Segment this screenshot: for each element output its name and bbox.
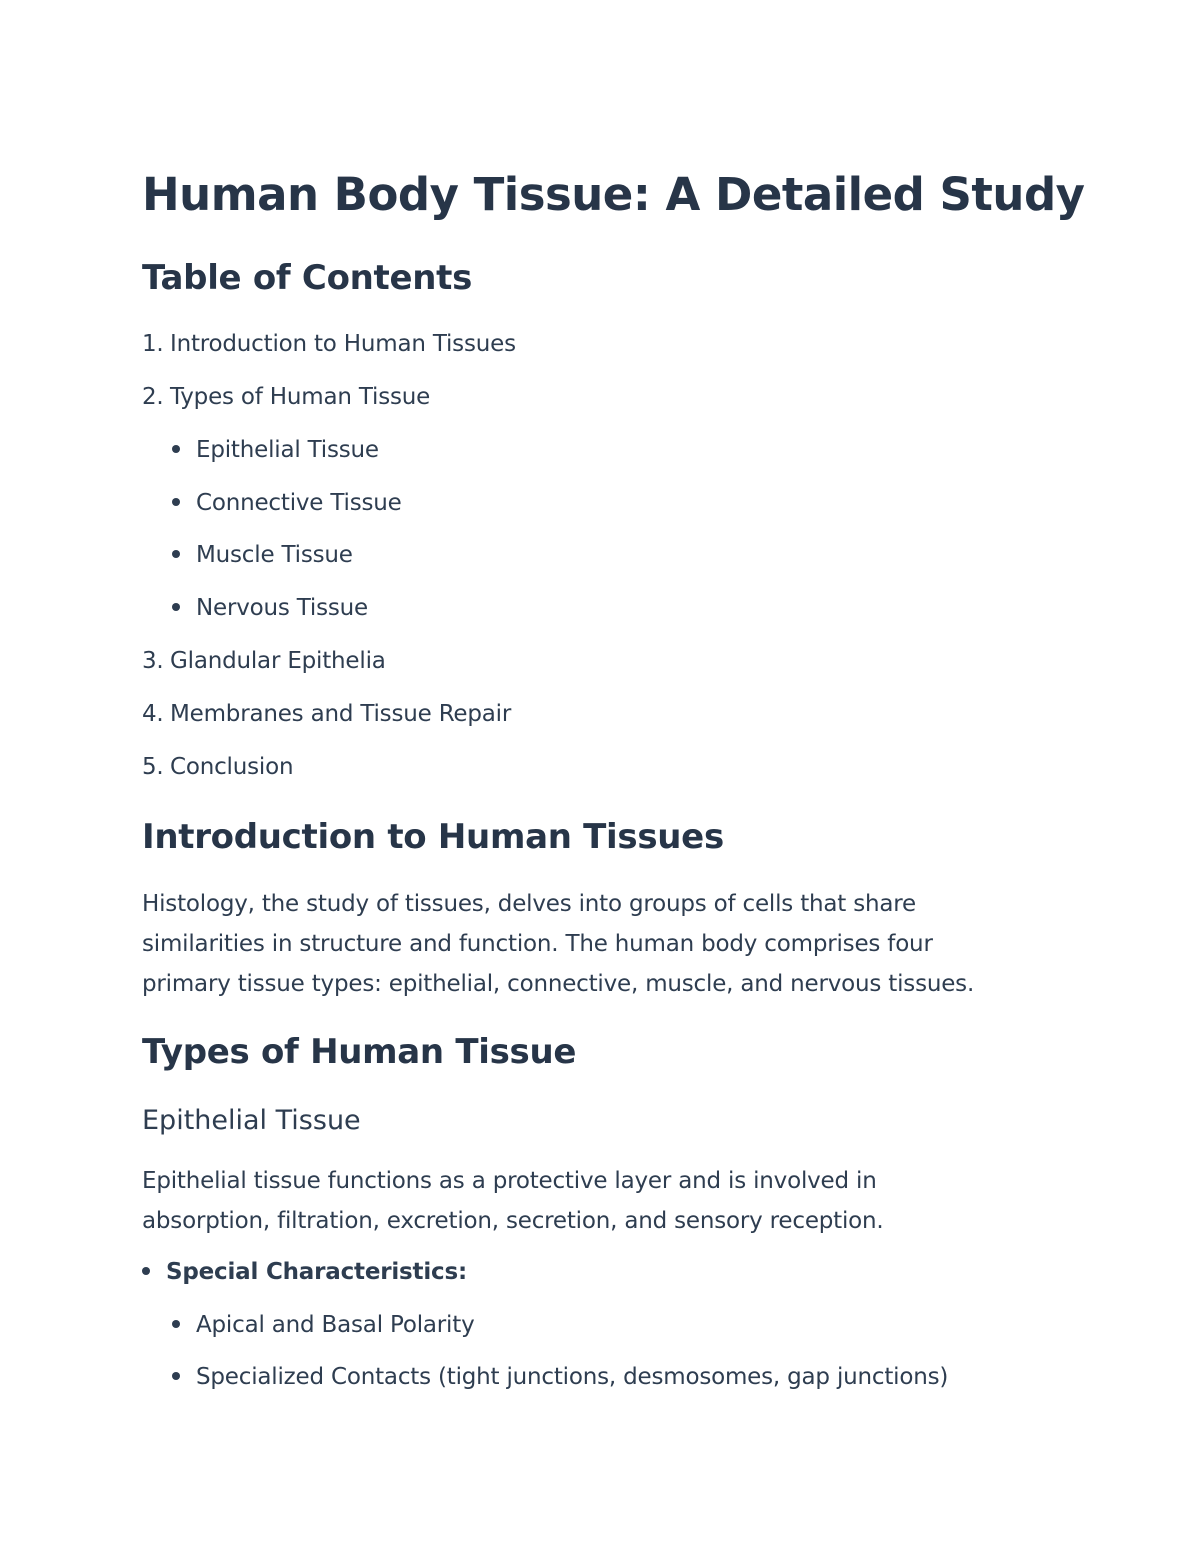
toc-item-label: Introduction to Human Tissues — [170, 331, 516, 357]
intro-paragraph — [142, 884, 1042, 1004]
special-characteristics-label: Special Characteristics: — [166, 1259, 467, 1285]
toc-item-label: Glandular Epithelia — [170, 648, 386, 674]
special-characteristics-item — [142, 1259, 467, 1285]
epithelial-heading: Epithelial Tissue — [142, 1105, 361, 1136]
toc-subitem — [172, 595, 368, 621]
paragraph-line: similarities in structure and function. The human body comprises four — [142, 931, 933, 957]
epithelial-paragraph — [142, 1161, 1042, 1241]
bullet-icon — [172, 498, 180, 506]
toc-subitem — [172, 437, 379, 463]
subitem-label: Apical and Basal Polarity — [196, 1312, 475, 1338]
toc-subitem — [172, 542, 353, 568]
toc-item-label: Membranes and Tissue Repair — [170, 701, 512, 727]
toc-item — [142, 384, 430, 410]
toc-item — [142, 701, 511, 727]
toc-item-number: 5. — [142, 754, 164, 780]
bullet-icon — [172, 550, 180, 558]
types-heading: Types of Human Tissue — [142, 1032, 577, 1072]
bullet-icon — [142, 1267, 150, 1275]
toc-item — [142, 331, 516, 357]
toc-item-label: Conclusion — [170, 754, 294, 780]
toc-subitem — [172, 490, 402, 516]
paragraph-line: Histology, the study of tissues, delves into groups of cells that share — [142, 891, 916, 917]
bullet-icon — [172, 1372, 180, 1380]
toc-subitem-label: Nervous Tissue — [196, 595, 368, 621]
bullet-icon — [172, 1320, 180, 1328]
paragraph-line: primary tissue types: epithelial, connective, muscle, and nervous tissues. — [142, 971, 975, 997]
toc-subitem-label: Connective Tissue — [196, 490, 402, 516]
paragraph-line: absorption, filtration, excretion, secretion, and sensory reception. — [142, 1208, 884, 1234]
paragraph-line: Epithelial tissue functions as a protective layer and is involved in — [142, 1168, 877, 1194]
toc-item — [142, 754, 293, 780]
toc-item-number: 1. — [142, 331, 164, 357]
toc-subitem-label: Epithelial Tissue — [196, 437, 379, 463]
toc-subitem-label: Muscle Tissue — [196, 542, 353, 568]
special-characteristic-subitem — [172, 1312, 474, 1338]
document-title: Human Body Tissue: A Detailed Study — [142, 168, 1085, 221]
toc-heading: Table of Contents — [142, 258, 473, 298]
subitem-label: Specialized Contacts (tight junctions, desmosomes, gap junctions) — [196, 1364, 949, 1390]
toc-item-number: 2. — [142, 384, 164, 410]
toc-item-label: Types of Human Tissue — [170, 384, 431, 410]
special-characteristic-subitem — [172, 1364, 948, 1390]
bullet-icon — [172, 603, 180, 611]
intro-heading: Introduction to Human Tissues — [142, 817, 724, 857]
toc-item — [142, 648, 386, 674]
toc-item-number: 3. — [142, 648, 164, 674]
toc-item-number: 4. — [142, 701, 164, 727]
bullet-icon — [172, 445, 180, 453]
